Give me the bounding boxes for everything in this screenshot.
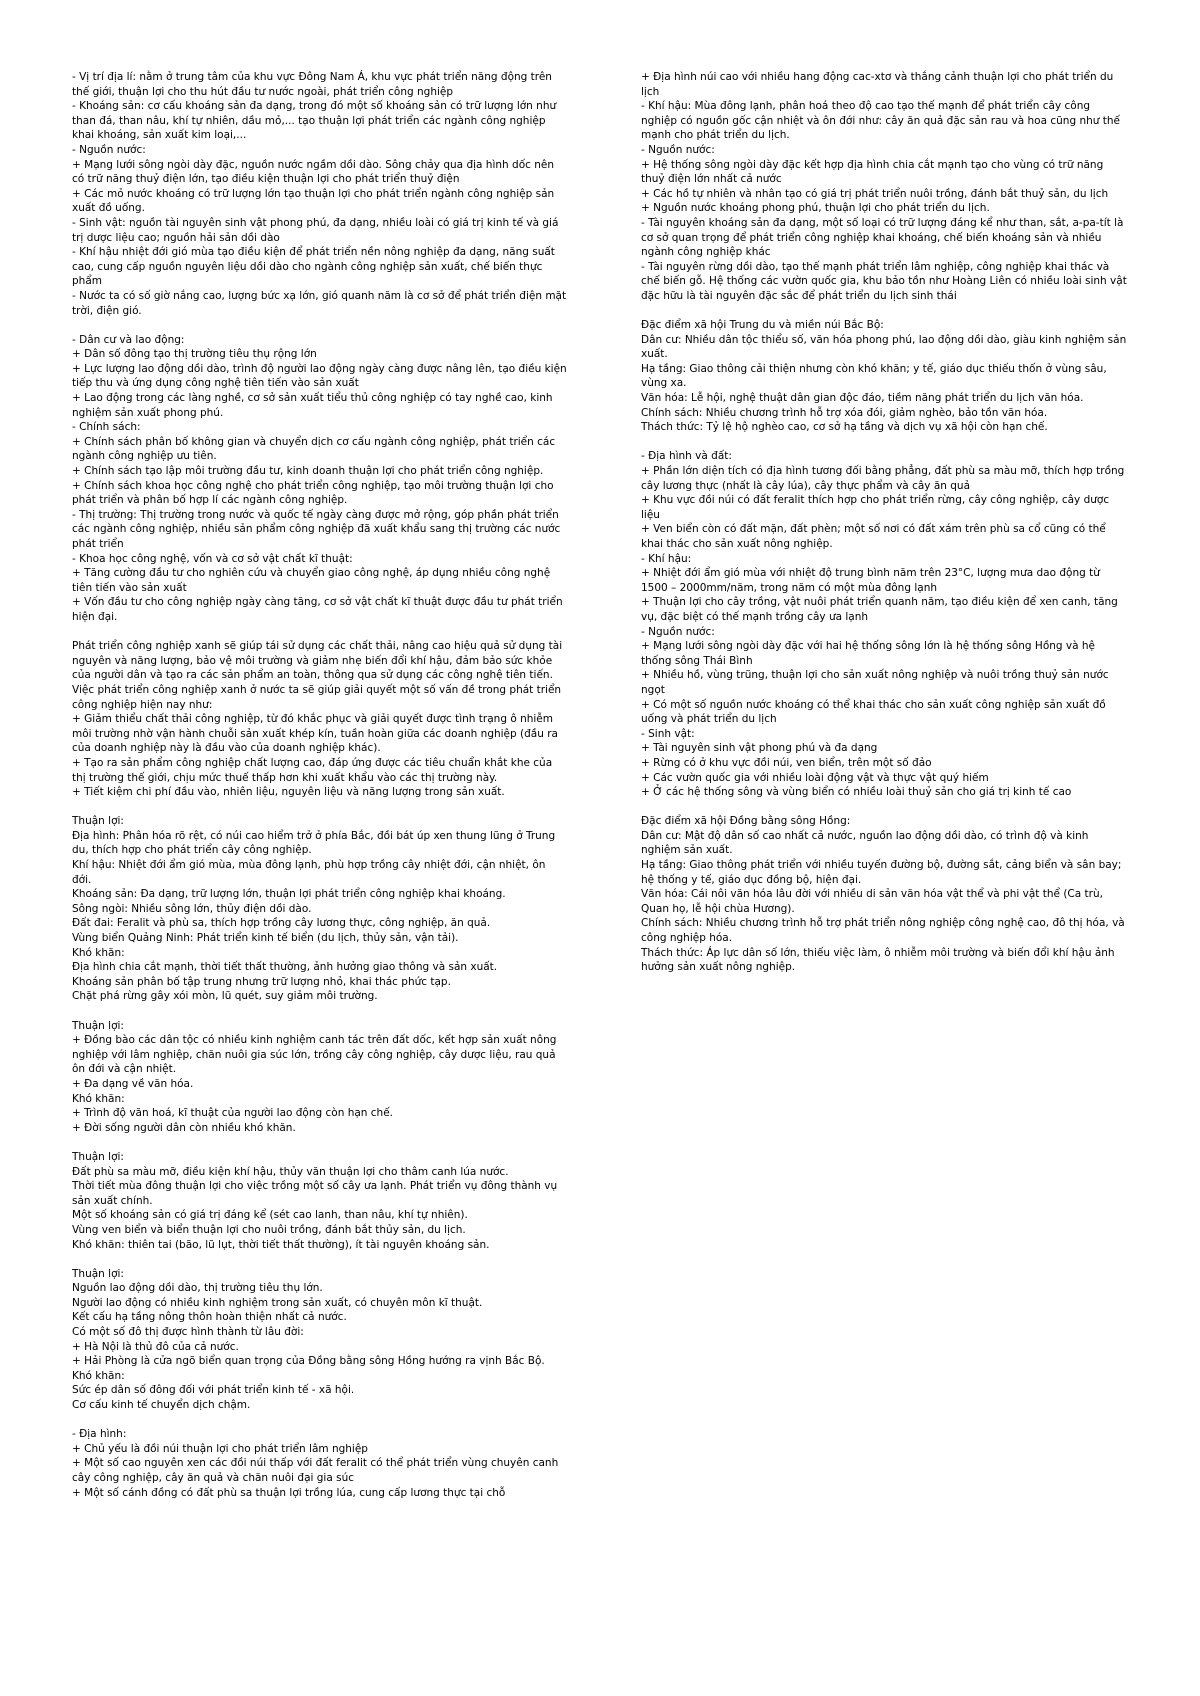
text-line: Thuận lợi: — [72, 1267, 124, 1280]
text-line: Vùng biển Quảng Ninh: Phát triển kinh tế biển (du lịch, thủy sản, vận tải). — [72, 932, 459, 945]
text-line: + Ven biển còn có đất mặn, đất phèn; một số nơi có đất xám trên phù sa cổ cũng có thể khai thác cho sản xuất nông nghiệp. — [641, 523, 1110, 550]
text-line: Văn hóa: Cái nôi văn hóa lâu đời với nhiều di sản văn hóa vật thể và phi vật thể (Ca trù, Quan họ, lễ hội chùa Hương). — [641, 888, 1107, 915]
text-line: + Chính sách tạo lập môi trường đầu tư, kinh doanh thuận lợi cho phát triển công nghiệp. — [72, 465, 544, 478]
text-line: Khó khăn: — [72, 1369, 125, 1382]
text-line: - Vị trí địa lí: nằm ở trung tâm của khu vực Đông Nam Á, khu vực phát triển năng động trên thế giới, thuận lợi cho thu hút đầu tư nước ngoài, phát triển công nghiệp — [72, 71, 556, 98]
text-line: - Khí hậu: Mùa đông lạnh, phân hoá theo độ cao tạo thế mạnh để phát triển cây công nghiệp có nguồn gốc cận nhiệt và ôn đới như: cây ăn quả đặc sản rau và hoa cũng như thế mạnh cho phát triển du lịch. — [641, 100, 1124, 142]
text-line: Khó khăn: — [72, 946, 125, 959]
text-line: Phát triển công nghiệp xanh sẽ giúp tái sử dụng các chất thải, nâng cao hiệu quả sử dụng tài nguyên và năng lượng, bảo vệ môi trường và giảm nhẹ biến đổi khí hậu, đảm bảo sức khỏe của người dân và tạo ra các sản phẩm an toàn, thông qua sử dụng các công nghệ tiên tiến. — [72, 640, 566, 682]
text-line: Dân cư: Nhiều dân tộc thiểu số, văn hóa phong phú, lao động dồi dào, giàu kinh nghiệm sản xuất. — [641, 333, 1130, 361]
text-line: + Tài nguyên sinh vật phong phú và đa dạng — [641, 742, 878, 755]
text-line: Khoáng sản phân bố tập trung nhưng trữ lượng nhỏ, khai thác phức tạp. — [72, 975, 451, 988]
left-block-8 — [72, 1427, 568, 1500]
text-line: Cơ cấu kinh tế chuyển dịch chậm. — [72, 1399, 251, 1412]
text-line: - Tài nguyên khoáng sản đa dạng, một số loại có trữ lượng đáng kể như than, sắt, a-pa-tít là cơ sở quan trọng để phát triển công nghiệp khai khoáng, chế biến khoáng sản và nhiều ngành công nghiệp khác — [641, 216, 1127, 259]
text-line: - Địa hình: — [72, 1428, 127, 1441]
text-line: + Rừng có ở khu vực đồi núi, ven biển, trên một số đảo — [641, 756, 932, 769]
left-block-7 — [72, 1267, 568, 1413]
text-line: Chặt phá rừng gây xói mòn, lũ quét, suy giảm môi trường. — [72, 990, 378, 1003]
text-line: Thuận lợi: — [72, 1150, 124, 1163]
text-line: Đất đai: Feralit và phù sa, thích hợp trồng cây lương thực, công nghiệp, ăn quả. — [72, 917, 491, 930]
text-line: + Thuận lợi cho cây trồng, vật nuôi phát triển quanh năm, tạo điều kiện để xen canh, tăng vụ, đặc biệt có thế mạnh trồng cây ưa lạnh — [641, 596, 1122, 623]
text-line: - Khoáng sản: cơ cấu khoáng sản đa dạng, trong đó một số khoáng sản có trữ lượng lớn như than đá, than nâu, khí tự nhiên, dầu mỏ,... tạo thuận lợi phát triển các ngành công nghiệp khai khoáng, sản xuất kim loại,... — [72, 100, 560, 142]
text-line: Đặc điểm xã hội Đồng bằng sông Hồng: — [641, 815, 851, 828]
text-line: + Lao động trong các làng nghề, cơ sở sản xuất tiểu thủ công nghiệp có tay nghề cao, kinh nghiệm sản xuất phong phú. — [72, 392, 556, 419]
text-line: Khoáng sản: Đa dạng, trữ lượng lớn, thuận lợi phát triển công nghiệp khai khoáng. — [72, 888, 506, 901]
text-line: + Các mỏ nước khoáng có trữ lượng lớn tạo thuận lợi cho phát triển ngành công nghiệp sản xuất đồ uống. — [72, 187, 558, 215]
text-line: - Khí hậu nhiệt đới gió mùa tạo điều kiện để phát triển nền nông nghiệp đa dạng, năng suất cao, cung cấp nguồn nguyên liệu dồi dào cho ngành công nghiệp sản xuất, chế biến thực phẩm — [72, 246, 559, 288]
text-line: Chính sách: Nhiều chương trình hỗ trợ xóa đói, giảm nghèo, bảo tồn văn hóa. — [641, 406, 1048, 419]
text-line: Sức ép dân số đông đối với phát triển kinh tế - xã hội. — [72, 1384, 355, 1397]
text-line: Một số khoáng sản có giá trị đáng kể (sét cao lanh, than nâu, khí tự nhiên). — [72, 1209, 468, 1222]
text-line: - Chính sách: — [72, 421, 141, 434]
text-line: Sông ngòi: Nhiều sông lớn, thủy điện dồi dào. — [72, 902, 312, 915]
text-line: Nguồn lao động dồi dào, thị trường tiêu thụ lớn. — [72, 1282, 323, 1295]
left-column — [72, 70, 571, 1515]
text-line: - Dân cư và lao động: — [72, 333, 185, 346]
text-line: Người lao động có nhiều kinh nghiệm trong sản xuất, có chuyên môn kĩ thuật. — [72, 1296, 483, 1309]
text-line: + Dân số đông tạo thị trường tiêu thụ rộng lớn — [72, 348, 317, 361]
text-line: + Ở các hệ thống sông và vùng biển có nhiều loài thuỷ sản cho giá trị kinh tế cao — [641, 786, 1072, 799]
text-line: + Đời sống người dân còn nhiều khó khăn. — [72, 1121, 296, 1134]
text-line: + Nguồn nước khoáng phong phú, thuận lợi cho phát triển du lịch. — [641, 202, 990, 215]
text-line: Khí hậu: Nhiệt đới ẩm gió mùa, mùa đông lạnh, phù hợp trồng cây nhiệt đới, cận nhiệt, ôn đới. — [72, 859, 549, 886]
text-line: Thách thức: Tỷ lệ hộ nghèo cao, cơ sở hạ tầng và dịch vụ xã hội còn hạn chế. — [641, 421, 1048, 434]
text-line: + Có một số nguồn nước khoáng có thể khai thác cho sản xuất công nghiệp sản xuất đồ uống và phát triển du lịch — [641, 698, 1110, 726]
text-line: - Nguồn nước: — [641, 625, 715, 638]
text-line: Kết cấu hạ tầng nông thôn hoàn thiện nhất cả nước. — [72, 1311, 347, 1324]
right-block-1 — [641, 70, 1131, 304]
text-line: + Hệ thống sông ngòi dày đặc kết hợp địa hình chia cắt mạnh tạo cho vùng có trữ năng thuỷ điện lớn nhất cả nước — [641, 158, 1107, 186]
left-block-2 — [72, 333, 571, 625]
text-line: + Vốn đầu tư cho công nghiệp ngày càng tăng, cơ sở vật chất kĩ thuật được đầu tư phát triển hiện đại. — [72, 596, 566, 623]
text-line: Việc phát triển công nghiệp xanh ở nước ta sẽ giúp giải quyết một số vấn đề trong phát triển công nghiệp hiện nay như: — [72, 683, 565, 711]
text-line: Đặc điểm xã hội Trung du và miền núi Bắc Bộ: — [641, 319, 884, 332]
left-block-6 — [72, 1150, 568, 1252]
text-line: + Nhiều hồ, vùng trũng, thuận lợi cho sản xuất nông nghiệp và nuôi trồng thuỷ sản nước ngọt — [641, 669, 1112, 696]
right-block-2 — [641, 318, 1130, 435]
text-line: + Mạng lưới sông ngòi dày đặc, nguồn nước ngầm dồi dào. Sông chảy qua địa hình dốc nên có trữ năng thuỷ điện lớn, tạo điều kiện thuận lợi cho phát triển thuỷ điện — [72, 158, 558, 186]
text-line: Thời tiết mùa đông thuận lợi cho việc trồng một số cây ưa lạnh. Phát triển vụ đông thành vụ sản xuất chính. — [72, 1180, 561, 1207]
text-line: + Tạo ra sản phẩm công nghiệp chất lượng cao, đáp ứng được các tiêu chuẩn khắt khe của thị trường thế giới, chịu mức thuế thấp hơn khi xuất khẩu vào các thị trường này. — [72, 756, 556, 784]
text-line: - Địa hình và đất: — [641, 450, 732, 463]
text-line: Đất phù sa màu mỡ, điều kiện khí hậu, thủy văn thuận lợi cho thâm canh lúa nước. — [72, 1165, 509, 1178]
text-line: Hạ tầng: Giao thông phát triển với nhiều tuyến đường bộ, đường sắt, cảng biển và sân bay; hệ thống y tế, giáo dục đồng bộ, hiện đại. — [641, 859, 1125, 886]
text-line: - Nguồn nước: — [641, 143, 715, 156]
text-line: Hạ tầng: Giao thông cải thiện nhưng còn khó khăn; y tế, giáo dục thiếu thốn ở vùng sâu, vùng xa. — [641, 362, 1110, 390]
text-line: + Phần lớn diện tích có địa hình tương đối bằng phẳng, đất phù sa màu mỡ, thích hợp trồng cây lương thực (nhất là cây lúa), cây thực phẩm và cây ăn quả — [641, 465, 1128, 492]
text-line: + Các hồ tự nhiên và nhân tạo có giá trị phát triển nuôi trồng, đánh bắt thuỷ sản, du lịch — [641, 187, 1109, 200]
left-block-1 — [72, 70, 568, 318]
text-line: Vùng ven biển và biển thuận lợi cho nuôi trồng, đánh bắt thủy sản, du lịch. — [72, 1223, 466, 1236]
text-line: + Trình độ văn hoá, kĩ thuật của người lao động còn hạn chế. — [72, 1107, 394, 1120]
text-line: + Một số cao nguyên xen các đồi núi thấp với đất feralit có thể phát triển vùng chuyên canh cây công nghiệp, cây ăn quả và chăn nuôi đại gia súc — [72, 1457, 562, 1484]
text-line: - Nguồn nước: — [72, 143, 146, 156]
text-line: Địa hình chia cắt mạnh, thời tiết thất thường, ảnh hưởng giao thông và sản xuất. — [72, 961, 498, 974]
text-line: Thuận lợi: — [72, 815, 124, 828]
text-line: Có một số đô thị được hình thành từ lâu đời: — [72, 1326, 304, 1339]
text-line: - Sinh vật: — [641, 727, 695, 740]
text-line: - Sinh vật: nguồn tài nguyên sinh vật phong phú, đa dạng, nhiều loài có giá trị kinh tế và giá trị dược liệu cao; nguồn hải sản dồi dào — [72, 216, 562, 244]
text-line: - Tài nguyên rừng dồi dào, tạo thế mạnh phát triển lâm nghiệp, công nghiệp khai thác và chế biến gỗ. Hệ thống các vườn quốc gia, khu bảo tồn như Hoàng Liên có nhiều loài sinh vật đặc hữu là tài nguyên đặc sắc để phát triển du lịch sinh thái — [641, 260, 1131, 302]
right-column — [641, 70, 1131, 989]
text-line: + Lực lượng lao động dồi dào, trình độ người lao động ngày càng được nâng lên, tạo điều kiện tiếp thu và ứng dụng công nghệ tiên tiến vào sản xuất — [72, 362, 571, 390]
text-line: + Địa hình núi cao với nhiều hang động cac-xtơ và thắng cảnh thuận lợi cho phát triển du lịch — [641, 71, 1117, 98]
right-block-3 — [641, 449, 1127, 799]
text-line: + Chính sách khoa học công nghệ cho phát triển công nghiệp, tạo môi trường thuận lợi cho phát triển và phân bố hợp lí các ngành công nghiệp. — [72, 479, 557, 507]
text-line: + Một số cánh đồng có đất phù sa thuận lợi trồng lúa, cung cấp lương thực tại chỗ — [72, 1486, 506, 1499]
left-block-4 — [72, 814, 568, 1004]
text-line: + Tiết kiệm chi phí đầu vào, nhiên liệu, nguyên liệu và năng lượng trong sản xuất. — [72, 786, 505, 799]
text-line: + Hải Phòng là cửa ngõ biển quan trọng của Đồng bằng sông Hồng hướng ra vịnh Bắc Bộ. — [72, 1355, 545, 1368]
text-line: + Giảm thiểu chất thải công nghiệp, từ đó khắc phục và giải quyết được tình trạng ô nhiễm môi trường nhờ vận hành chuỗi sản xuất khép kín, tuần hoàn giữa các doanh nghiệp (đầu ra của doanh nghiệp này là đầu vào của doanh nghiệp khác). — [72, 713, 562, 755]
text-line: - Thị trường: Thị trường trong nước và quốc tế ngày càng được mở rộng, góp phần phát triển các ngành công nghiệp, nhiều sản phẩm công nghiệp đã xuất khẩu sang thị trường các nước phát triển — [72, 508, 564, 550]
text-line: + Chính sách phân bố không gian và chuyển dịch cơ cấu ngành công nghiệp, phát triển các ngành công nghiệp ưu tiên. — [72, 435, 559, 463]
text-line: + Khu vực đồi núi có đất feralit thích hợp cho phát triển rừng, cây công nghiệp, cây dược liệu — [641, 494, 1113, 521]
text-line: Dân cư: Mật độ dân số cao nhất cả nước, nguồn lao động dồi dào, có trình độ và kinh nghiệm sản xuất. — [641, 829, 1092, 857]
text-line: Địa hình: Phân hóa rõ rệt, có núi cao hiểm trở ở phía Bắc, đồi bát úp xen thung lũng ở Trung du, thích hợp cho phát triển cây công nghiệp. — [72, 829, 559, 857]
right-block-4 — [641, 814, 1127, 975]
text-line: Thách thức: Áp lực dân số lớn, thiếu việc làm, ô nhiễm môi trường và biến đổi khí hậu ảnh hưởng sản xuất nông nghiệp. — [641, 946, 1118, 974]
text-line: + Tăng cường đầu tư cho nghiên cứu và chuyển giao công nghệ, áp dụng nhiều công nghệ tiên tiến vào sản xuất — [72, 567, 554, 594]
text-line: + Các vườn quốc gia với nhiều loài động vật và thực vật quý hiếm — [641, 771, 989, 784]
text-line: Khó khăn: — [72, 1092, 125, 1105]
text-line: + Mạng lưới sông ngòi dày đặc với hai hệ thống sông lớn là hệ thống sông Hồng và hệ thống sông Thái Bình — [641, 640, 1099, 667]
text-line: - Khí hậu: — [641, 552, 692, 565]
text-line: + Hà Nội là thủ đô của cả nước. — [72, 1340, 239, 1353]
text-line: Chính sách: Nhiều chương trình hỗ trợ phát triển nông nghiệp công nghệ cao, đô thị hóa, và công nghiệp hóa. — [641, 917, 1129, 945]
text-line: Khó khăn: thiên tai (bão, lũ lụt, thời tiết thất thường), ít tài nguyên khoáng sản. — [72, 1238, 490, 1251]
text-line: - Nước ta có số giờ nắng cao, lượng bức xạ lớn, gió quanh năm là cơ sở để phát triển điện mặt trời, điện gió. — [72, 289, 570, 317]
text-line: + Chủ yếu là đồi núi thuận lợi cho phát triển lâm nghiệp — [72, 1442, 368, 1455]
left-block-5 — [72, 1019, 568, 1136]
text-line: + Nhiệt đới ẩm gió mùa với nhiệt độ trung bình năm trên 23°C, lượng mưa dao động từ 1500 – 2000mm/năm, trong năm có một mùa đông lạnh — [641, 567, 1104, 594]
left-block-3 — [72, 639, 568, 800]
text-line: - Khoa học công nghệ, vốn và cơ sở vật chất kĩ thuật: — [72, 552, 353, 565]
text-line: Văn hóa: Lễ hội, nghệ thuật dân gian độc đáo, tiềm năng phát triển du lịch văn hóa. — [641, 392, 1084, 405]
text-line: Thuận lợi: — [72, 1019, 124, 1032]
text-line: + Đồng bào các dân tộc có nhiều kinh nghiệm canh tác trên đất dốc, kết hợp sản xuất nông nghiệp với lâm nghiệp, chăn nuôi gia súc lớn, trồng cây công nghiệp, cây dược liệu, rau quả ôn đới và cận nhiệt. — [72, 1034, 560, 1076]
text-line: + Đa dạng về văn hóa. — [72, 1077, 194, 1090]
